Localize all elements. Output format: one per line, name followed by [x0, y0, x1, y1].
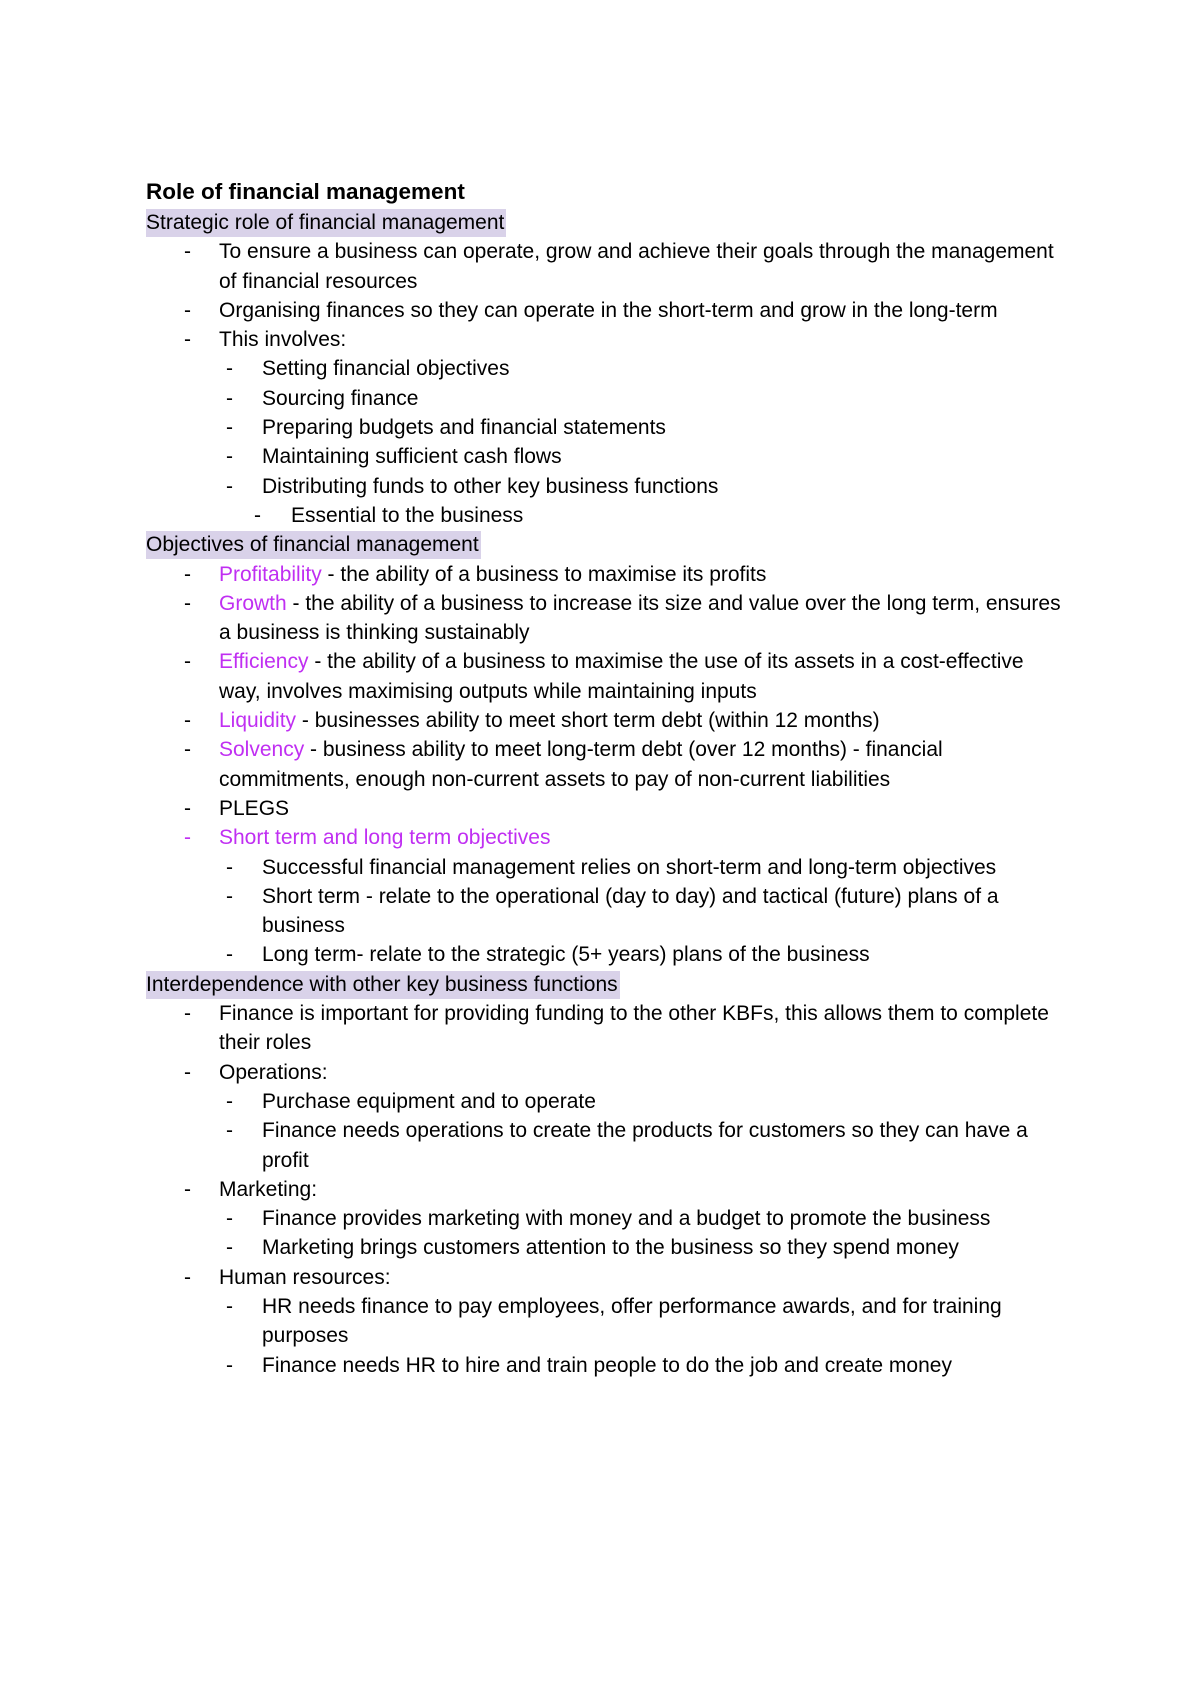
bullet-dash-icon: - [226, 445, 233, 469]
objective-term: Efficiency [219, 650, 309, 674]
bullet-list [146, 237, 1066, 530]
bullet-dash-icon: - [184, 1002, 191, 1026]
bullet-dash-icon: - [226, 884, 233, 908]
section [146, 970, 1066, 1380]
list-item [146, 1058, 1066, 1087]
list-item-text: Preparing budgets and financial statements [262, 416, 666, 440]
list-item [146, 823, 1066, 852]
list-item [146, 1351, 1066, 1380]
list-item [146, 735, 1066, 794]
bullet-dash-icon: - [226, 1353, 233, 1377]
list-item [146, 472, 1066, 501]
list-item-text: PLEGS [219, 796, 290, 820]
list-item [146, 882, 1066, 941]
list-item [146, 237, 1066, 296]
section-heading: Interdependence with other key business functions [146, 971, 620, 999]
list-item-text: Finance needs operations to create the products for customers so they can have a profit [262, 1119, 1028, 1172]
list-item-text: Successful financial management relies on short-term and long-term objectives [262, 855, 997, 879]
section [146, 208, 1066, 530]
bullet-dash-icon: - [184, 650, 191, 674]
bullet-dash-icon: - [184, 1177, 191, 1201]
list-item-text: Operations: [219, 1060, 328, 1084]
bullet-dash-icon: - [226, 1236, 233, 1260]
objective-term: Liquidity [219, 709, 297, 733]
list-item [146, 354, 1066, 383]
bullet-dash-icon: - [226, 416, 233, 440]
bullet-dash-icon: - [184, 1060, 191, 1084]
list-item-text: Maintaining sufficient cash flows [262, 445, 562, 469]
bullet-dash-icon: - [226, 1207, 233, 1231]
section-heading-line [146, 970, 1066, 999]
list-item [146, 442, 1066, 471]
list-item [146, 589, 1066, 648]
bullet-dash-icon: - [184, 591, 191, 615]
list-item-text: - business ability to meet long-term debt (over 12 months) - financial commitments, enough non-current assets to pay of non-current liabilities [219, 738, 943, 791]
section [146, 530, 1066, 969]
list-item-text: Short term - relate to the operational (day to day) and tactical (future) plans of a business [262, 884, 999, 938]
list-item-text: Finance provides marketing with money and a budget to promote the business [262, 1207, 991, 1231]
list-item [146, 1263, 1066, 1292]
list-item-text: Marketing brings customers attention to the business so they spend money [262, 1236, 959, 1260]
list-item-text: Human resources: [219, 1265, 391, 1289]
list-item-text: Purchase equipment and to operate [262, 1089, 596, 1113]
bullet-dash-icon: - [226, 855, 233, 879]
list-item [146, 1116, 1066, 1175]
section-heading-line [146, 208, 1066, 237]
bullet-dash-icon: - [226, 357, 233, 381]
list-item [146, 501, 1066, 530]
list-item-text: Setting financial objectives [262, 357, 510, 381]
list-item [146, 706, 1066, 735]
list-item [146, 325, 1066, 354]
bullet-dash-icon: - [226, 1089, 233, 1113]
list-item [146, 413, 1066, 442]
list-item-text: HR needs finance to pay employees, offer performance awards, and for training purposes [262, 1294, 1002, 1348]
list-item [146, 1233, 1066, 1262]
list-item [146, 940, 1066, 969]
document-body [146, 208, 1066, 1380]
list-item-text: Marketing: [219, 1177, 318, 1201]
bullet-dash-icon: - [226, 1119, 233, 1143]
list-item [146, 794, 1066, 823]
list-item-text: - the ability of a business to maximise its profits [321, 562, 767, 586]
list-item [146, 1175, 1066, 1204]
bullet-dash-icon: - [184, 709, 191, 733]
list-item [146, 853, 1066, 882]
list-item [146, 296, 1066, 325]
bullet-dash-icon: - [226, 474, 233, 498]
bullet-dash-icon: - [226, 1294, 233, 1318]
list-item-text: Long term- relate to the strategic (5+ years) plans of the business [262, 943, 870, 967]
list-item-text: - businesses ability to meet short term debt (within 12 months) [296, 709, 880, 733]
list-item [146, 999, 1066, 1058]
list-item-text: Finance is important for providing funding to the other KBFs, this allows them to complete their roles [219, 1002, 1049, 1055]
section-heading: Objectives of financial management [146, 531, 481, 559]
list-item-text: - the ability of a business to increase its size and value over the long term, ensures a business is thinking sustainably [219, 591, 1061, 645]
bullet-list [146, 560, 1066, 970]
bullet-dash-icon: - [184, 328, 191, 352]
list-item [146, 384, 1066, 413]
list-item-text: To ensure a business can operate, grow and achieve their goals through the management of financial resources [219, 240, 1054, 293]
list-item-text: Organising finances so they can operate in the short-term and grow in the long-term [219, 298, 998, 322]
objective-term: Short term and long term objectives [219, 826, 551, 850]
section-heading: Strategic role of financial management [146, 209, 506, 237]
bullet-dash-icon: - [226, 386, 233, 410]
list-item-text: - the ability of a business to maximise the use of its assets in a cost-effective way, involves maximising outputs while maintaining inputs [219, 650, 1024, 703]
objective-term: Profitability [219, 562, 322, 586]
bullet-dash-icon: - [184, 1265, 191, 1289]
bullet-dash-icon: - [184, 562, 191, 586]
list-item [146, 1204, 1066, 1233]
bullet-dash-icon: - [184, 738, 191, 762]
list-item [146, 1292, 1066, 1351]
objective-term: Growth [219, 591, 287, 615]
bullet-dash-icon: - [184, 826, 191, 850]
bullet-list [146, 999, 1066, 1380]
list-item-text: Distributing funds to other key business functions [262, 474, 719, 498]
list-item [146, 560, 1066, 589]
bullet-dash-icon: - [184, 298, 191, 322]
list-item-text: Essential to the business [291, 503, 524, 527]
list-item [146, 647, 1066, 706]
bullet-dash-icon: - [254, 503, 261, 527]
list-item-text: Sourcing finance [262, 386, 419, 410]
list-item [146, 1087, 1066, 1116]
objective-term: Solvency [219, 738, 305, 762]
list-item-text: This involves: [219, 328, 347, 352]
bullet-dash-icon: - [184, 240, 191, 264]
page-title: Role of financial management [146, 179, 465, 204]
bullet-dash-icon: - [226, 943, 233, 967]
document-page [146, 176, 1066, 1380]
bullet-dash-icon: - [184, 796, 191, 820]
list-item-text: Finance needs HR to hire and train people to do the job and create money [262, 1353, 952, 1377]
section-heading-line [146, 530, 1066, 559]
